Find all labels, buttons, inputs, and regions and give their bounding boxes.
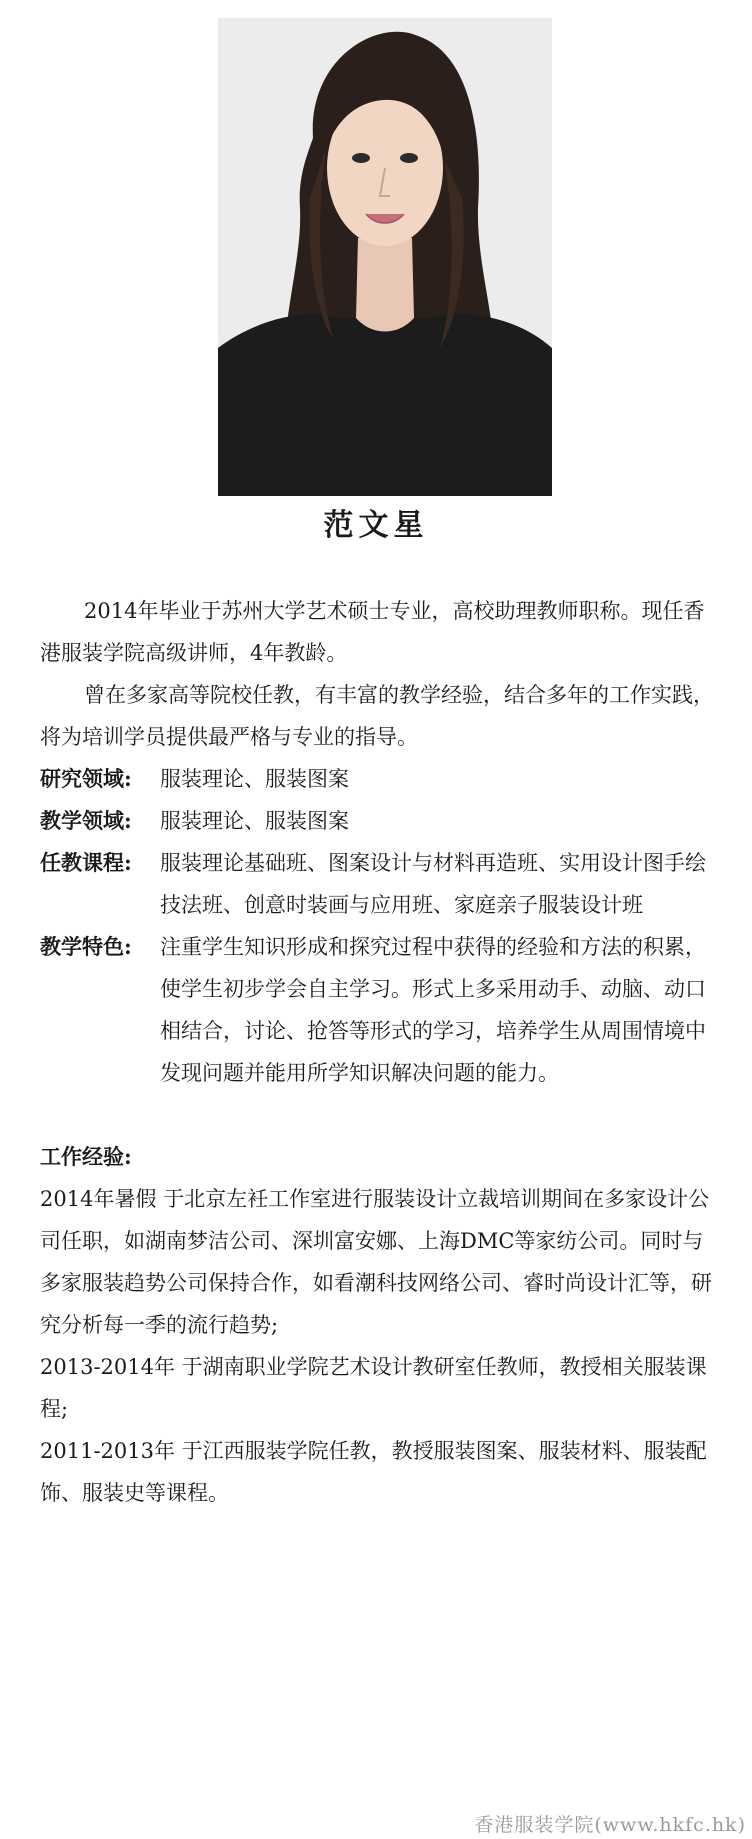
work-entry-2011-2013: 2011-2013年 于江西服装学院任教，教授服装图案、服装材料、服装配饰、服装史等课程。 [40,1439,707,1505]
research-field-label: 研究领域: [40,766,132,791]
research-field-row [40,758,720,800]
watermark: 香港服装学院(www.hkfc.hk) [474,1814,746,1836]
teaching-features-label: 教学特色: [40,934,132,959]
teacher-name: 范文星 [323,508,429,543]
research-field-value: 服装理论、服装图案 [160,767,349,791]
work-entry-2013-2014: 2013-2014年 于湖南职业学院艺术设计教研室任教师，教授相关服装课程; [40,1355,707,1421]
bio-section [40,590,720,1514]
courses-value: 服装理论基础班、图案设计与材料再造班、实用设计图手绘技法班、创意时装画与应用班、家庭亲子服装设计班 [160,851,706,917]
bio-paragraph-education: 2014年毕业于苏州大学艺术硕士专业，高校助理教师职称。现任香港服装学院高级讲师，4年教龄。 [40,599,705,665]
courses-row [40,842,720,926]
teaching-field-label: 教学领域: [40,808,132,833]
teaching-field-row [40,800,720,842]
teaching-features-row [40,926,720,1094]
teaching-features-value: 注重学生知识形成和探究过程中获得的经验和方法的积累，使学生初步学会自主学习。形式上多采用动手、动脑、动口相结合，讨论、抢答等形式的学习，培养学生从周围情境中发现问题并能用所学知识解决问题的能力。 [160,935,706,1085]
work-entry-2014: 2014年暑假 于北京左衽工作室进行服装设计立裁培训期间在多家设计公司任职，如湖南梦洁公司、深圳富安娜、上海DMC等家纺公司。同时与多家服装趋势公司保持合作，如看潮科技网络公司、睿时尚设计汇等，研究分析每一季的流行趋势; [40,1187,712,1337]
courses-label: 任教课程: [40,850,132,875]
teacher-portrait [218,18,552,496]
bio-paragraph-experience: 曾在多家高等院校任教，有丰富的教学经验，结合多年的工作实践，将为培训学员提供最严格与专业的指导。 [40,683,714,749]
work-experience-title: 工作经验: [40,1144,132,1169]
teaching-field-value: 服装理论、服装图案 [160,809,349,833]
